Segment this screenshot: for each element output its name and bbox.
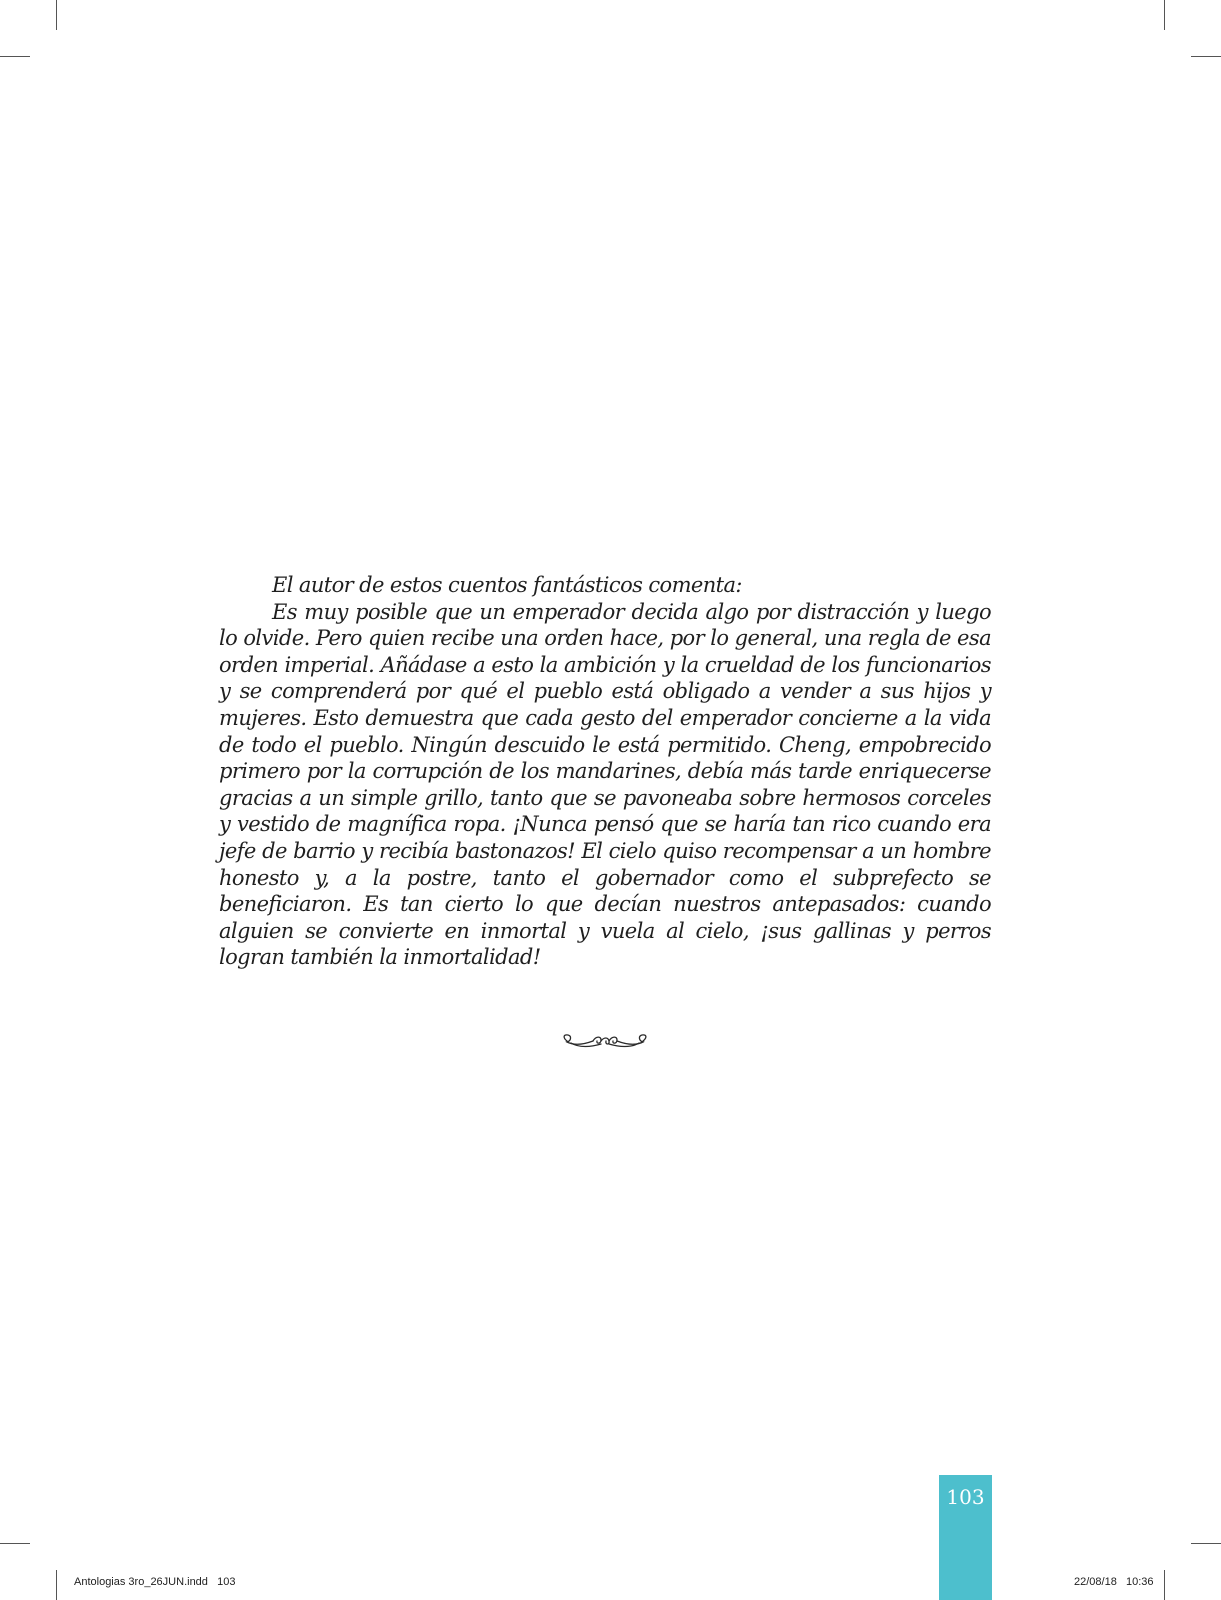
page-number-tab	[939, 1475, 992, 1600]
body-text	[219, 572, 991, 971]
paragraph-commentary: Es muy posible que un emperador decida algo por distracción y luego lo olvide. Pero quien recibe una orden hace, por lo general, una regla de esa orden imperial. Añádase a esto la ambición y la crueldad de los funcionarios y se comprenderá por qué el pueblo está obligado a vender a sus hijos y mujeres. Esto demuestra que cada gesto del emperador concierne a la vida de todo el pueblo. Ningún descuido le está permitido. Cheng, empobrecido primero por la corrupción de los mandarines, debía más tarde enriquecerse gracias a un simple grillo, tanto que se pavoneaba sobre hermosos corceles y vestido de magnífica ropa. ¡Nunca pensó que se haría tan rico cuando era jefe de barrio y recibía bastonazos! El cielo quiso recompensar a un hombre honesto y, a la postre, tanto el gobernador como el subprefecto se beneficiaron. Es tan cierto lo que decían nuestros antepasados: cuando alguien se convierte en inmortal y vuela al cielo, ¡sus gallinas y perros logran también la inmortalidad!	[219, 599, 991, 970]
crop-mark-bottom-right-vertical	[1164, 1570, 1165, 1600]
paragraph-intro: El autor de estos cuentos fantásticos comenta:	[272, 573, 742, 597]
page-number: 103	[946, 1485, 985, 1509]
slug-timestamp: 22/08/18 10:36	[1074, 1576, 1154, 1588]
crop-mark-top-left-horizontal	[0, 56, 30, 57]
crop-mark-bottom-right-horizontal	[1191, 1543, 1221, 1544]
flourish-divider-icon	[561, 1030, 649, 1052]
crop-mark-bottom-left-vertical	[56, 1570, 57, 1600]
crop-mark-bottom-left-horizontal	[0, 1543, 30, 1544]
crop-mark-top-right-vertical	[1164, 0, 1165, 30]
crop-mark-top-right-horizontal	[1191, 56, 1221, 57]
slug-filename: Antologias 3ro_26JUN.indd 103	[74, 1576, 236, 1588]
crop-mark-top-left-vertical	[56, 0, 57, 30]
